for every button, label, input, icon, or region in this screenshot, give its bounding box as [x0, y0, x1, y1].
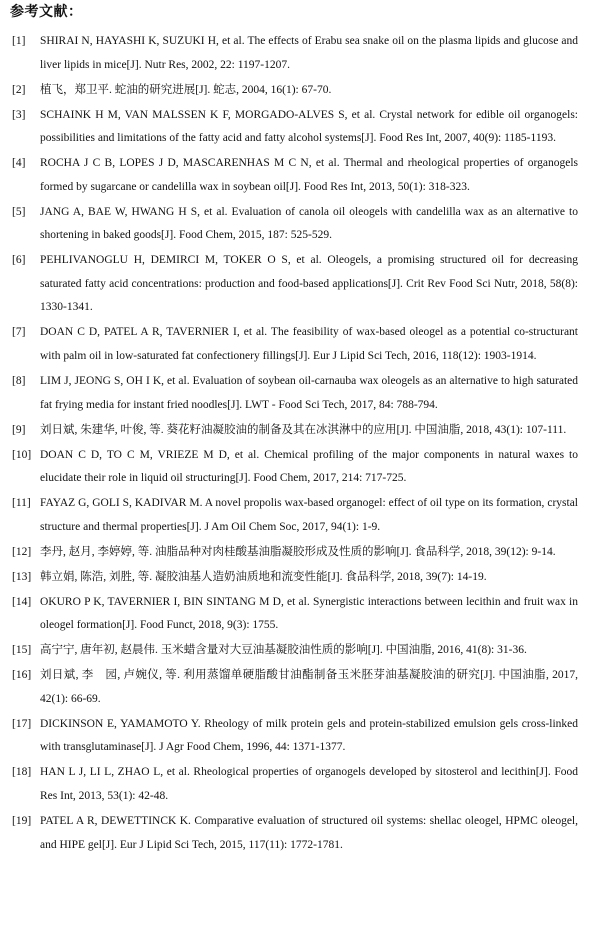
reference-text: HAN L J, LI L, ZHAO L, et al. Rheological properties of organogels developed by sitosterol and lecithin[J]. Food Res Int, 2013, 53(1): 42-48. [40, 766, 578, 803]
reference-item-17 [10, 713, 578, 760]
reference-number: [3] [12, 108, 26, 121]
reference-text: LIM J, JEONG S, OH I K, et al. Evaluation of soybean oil-carnauba wax oleogels as an alternative to high saturated fat frying media for instant fried noodles[J]. LWT - Food Sci Tech, 2017, 84: 788-794. [40, 375, 578, 411]
reference-item-12 [10, 541, 578, 565]
reference-number: [1] [12, 35, 26, 47]
reference-item-10 [10, 444, 578, 491]
reference-text: FAYAZ G, GOLI S, KADIVAR M. A novel propolis wax-based organogel: effect of oil type on its formation, crystal structure and thermal properties[J]. J Am Oil Chem Soc, 2017, 94(1): 1-9. [40, 497, 578, 533]
reference-number: [11] [12, 497, 31, 510]
reference-item-1 [10, 30, 578, 77]
reference-text: 刘日斌, 朱建华, 叶俊, 等. 葵花籽油凝胶油的制备及其在冰淇淋中的应用[J]. 中国油脂, 2018, 43(1): 107-111. [40, 423, 567, 436]
reference-text: DOAN C D, PATEL A R, TAVERNIER I, et al. The feasibility of wax-based oleogel as a potential co-structurant with palm oil in low-saturated fat confectionery fillings[J]. Eur J Lipid Sci Tech, 2016, 118(12): 1903-1914. [40, 326, 578, 363]
reference-item-6 [10, 249, 578, 320]
reference-number: [18] [12, 766, 32, 779]
reference-number: [19] [12, 815, 32, 828]
reference-text: 刘日斌, 李 园, 卢婉仪, 等. 利用蒸馏单硬脂酸甘油酯制备玉米胚芽油基凝胶油的研究[J]. 中国油脂, 2017, 42(1): 66-69. [40, 669, 578, 705]
reference-number: [12] [12, 545, 32, 558]
reference-number: [8] [12, 375, 26, 388]
reference-text: OKURO P K, TAVERNIER I, BIN SINTANG M D, et al. Synergistic interactions between lecithin and fruit wax in oleogel formation[J]. Food Funct, 2018, 9(3): 1755. [40, 595, 578, 632]
reference-text: DOAN C D, TO C M, VRIEZE M D, et al. Chemical profiling of the major components in natural waxes to elucidate their role in liquid oil structuring[J]. Food Chem, 2017, 214: 717-725. [40, 448, 578, 485]
reference-number: [13] [12, 570, 32, 583]
reference-number: [16] [12, 669, 32, 682]
reference-item-16 [10, 664, 578, 711]
reference-item-14 [10, 591, 578, 638]
reference-item-3 [10, 104, 578, 151]
reference-number: [15] [12, 644, 32, 657]
reference-list [10, 30, 578, 857]
reference-number: [6] [12, 254, 26, 267]
references-heading: 参考文献： [10, 5, 83, 20]
reference-item-9 [10, 419, 578, 443]
reference-number: [7] [12, 326, 26, 339]
reference-item-18 [10, 761, 578, 808]
reference-item-11 [10, 492, 578, 539]
reference-text: DICKINSON E, YAMAMOTO Y. Rheology of milk protein gels and protein-stabilized emulsion gels cross-linked with transglutaminase[J]. J Agr Food Chem, 1996, 44: 1371-1377. [40, 717, 578, 754]
reference-item-5 [10, 201, 578, 248]
reference-number: [9] [12, 423, 26, 436]
reference-text: SCHAINK H M, VAN MALSSEN K F, MORGADO-ALVES S, et al. Crystal network for edible oil organogels: possibilities and limitations of the fatty acid and fatty alcohol systems[J]. Food Res Int, 2007, 40(9): 1185-1193. [40, 108, 578, 145]
reference-number: [4] [12, 157, 26, 170]
reference-item-15 [10, 639, 578, 663]
reference-text: PATEL A R, DEWETTINCK K. Comparative evaluation of structured oil systems: shellac oleogel, HPMC oleogel, and HIPE gel[J]. Eur J Lipid Sci Tech, 2015, 117(11): 1772-1781. [40, 815, 578, 851]
reference-item-7 [10, 321, 578, 368]
reference-number: [5] [12, 205, 26, 218]
reference-number: [10] [12, 448, 32, 461]
reference-text: 高宁宁, 唐年初, 赵晨伟. 玉米蜡含量对大豆油基凝胶油性质的影响[J]. 中国油脂, 2016, 41(8): 31-36. [40, 644, 527, 657]
reference-text: 植飞，郑卫平. 蛇油的研究进展[J]. 蛇志, 2004, 16(1): 67-70. [40, 83, 332, 96]
reference-item-19 [10, 810, 578, 857]
reference-text: PEHLIVANOGLU H, DEMIRCI M, TOKER O S, et al. Oleogels, a promising structured oil for decreasing saturated fatty acid concentrations: production and food-based applications[J]. Crit Rev Food Sci Nutr, 2018, 58(8): 1330-1341. [40, 254, 578, 314]
reference-text: 韩立娟, 陈浩, 刘胜, 等. 凝胶油基人造奶油质地和流变性能[J]. 食品科学, 2018, 39(7): 14-19. [40, 570, 487, 583]
reference-text: JANG A, BAE W, HWANG H S, et al. Evaluation of canola oil oleogels with candelilla wax as an alternative to shortening in baked goods[J]. Food Chem, 2015, 187: 525-529. [40, 205, 578, 242]
reference-number: [17] [12, 717, 32, 730]
reference-text: ROCHA J C B, LOPES J D, MASCARENHAS M C N, et al. Thermal and rheological properties of organogels formed by sugarcane or candelilla wax in soybean oil[J]. Food Res Int, 2013, 50(1): 318-323. [40, 157, 578, 193]
reference-number: [2] [12, 83, 26, 96]
reference-number: [14] [12, 595, 32, 608]
reference-text: 李丹, 赵月, 李婷婷, 等. 油脂品种对肉桂酸基油脂凝胶形成及性质的影响[J]. 食品科学, 2018, 39(12): 9-14. [40, 545, 556, 558]
reference-item-13 [10, 566, 578, 590]
reference-item-4 [10, 152, 578, 199]
reference-text: SHIRAI N, HAYASHI K, SUZUKI H, et al. The effects of Erabu sea snake oil on the plasma lipids and glucose and liver lipids in mice[J]. Nutr Res, 2002, 22: 1197-1207. [40, 35, 578, 71]
reference-item-2 [10, 79, 578, 103]
reference-item-8 [10, 370, 578, 417]
